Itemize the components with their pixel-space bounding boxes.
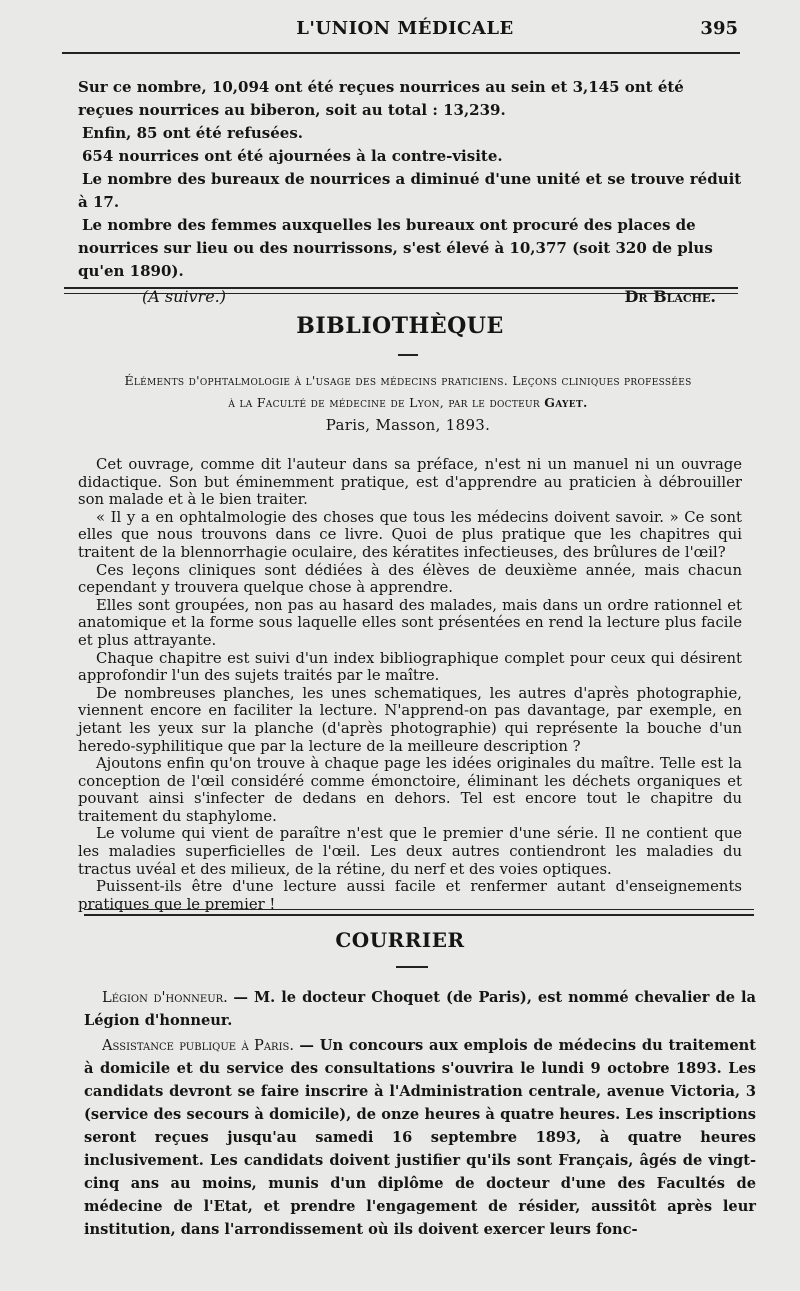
section-rule [64,293,738,294]
stats-line: 654 nourrices ont été ajournées à la contre-visite. [82,147,503,165]
reference-author: Gayet. [544,395,588,410]
review-paragraph: Cet ouvrage, comme dit l'auteur dans sa préface, n'est ni un manuel ni un ouvrage didactique. Son but éminemment pratique, est d'apprendre au praticien à débrouiller son malade et à le bien traiter. [78,456,742,509]
signature-line [78,287,742,313]
news-text: — Un concours aux emplois de médecins du traitement à domicile et du service des consultations s'ouvrira le lundi 9 octobre 1893. Les candidats devront se faire inscrire à l'Administration centrale, avenue Victoria, 3 (service des secours à domicile), de onze heures à quatre heures. Les inscriptions seront reçues jusqu'au samedi 16 septembre 1893, à quatre heures inclusivement. Les candidats doivent justifier qu'ils sont Français, âgés de vingt-cinq ans au moins, munis d'un diplôme de docteur d'une des Facultés de médecine de l'Etat, et prendre l'engagement de résider, aussitôt après leur institution, dans l'arrondissement où ils doivent exercer leurs fonc- [84,1037,756,1238]
a-suivre-note: (A suivre.) [142,287,226,306]
review-paragraph: Ces leçons cliniques sont dédiées à des élèves de deuxième année, mais chacun cependant y trouvera quelque chose à apprendre. [78,561,742,597]
review-paragraph: « Il y a en ophtalmologie des choses que tous les médecins doivent savoir. » Ce sont elles que nous trouvons dans ce livre. Quoi de plus pratique que les chapitres qui traitent de la blennorrhagie oculaire, des kératites infectieuses, des brûlures de l'œil? [78,508,742,561]
news-text: — M. le docteur Choquet (de Paris), est nommé chevalier de la Légion d'honneur. [84,989,756,1029]
review-paragraph: Ajoutons enfin qu'on trouve à chaque page les idées originales du maître. Telle est la conception de l'œil considéré comme émonctoire, éliminant les déchets organiques et pouvant ainsi s'infecter de dedans en dehors. Tel est encore tout le chapitre du traitement du staphylome. [78,755,742,825]
review-paragraph: Chaque chapitre est suivi d'un index bibliographique complet pour ceux qui désirent approfondir l'un des sujets traités par le maître. [78,649,742,685]
news-label: Assistance publique à Paris. [102,1037,295,1054]
section-rule [84,914,754,916]
news-item [84,986,756,1032]
review-paragraph: Puissent-ils être d'une lecture aussi facile et renfermer autant d'enseignements pratiques que le premier ! [78,878,742,913]
review-paragraph: Le volume qui vient de paraître n'est que le premier d'une série. Il ne contient que les maladies superficielles de l'œil. Les deux autres contiendront les maladies du tractus uvéal et des milieux, de la rétine, du nerf et des voies optiques. [78,825,742,878]
header-rule [62,52,740,54]
reference-prefix: à la Faculté de médecine de Lyon, par le docteur [228,395,540,410]
section-rule [84,909,754,910]
journal-title: L'UNION MÉDICALE [296,18,514,39]
courrier-section [84,986,756,1241]
news-item [84,1034,756,1241]
review-paragraph: Elles sont groupées, non pas au hasard des malades, mais dans un ordre rationnel et anatomique et la forme sous laquelle elles sont présentées en rend la lecture plus facile et plus attrayante. [78,596,742,649]
page-number: 395 [700,18,738,39]
book-reference [70,370,746,436]
running-head [60,14,750,46]
stats-line: Le nombre des femmes auxquelles les bureaux ont procuré des places de nourrices sur lieu ou des nourrissons, s'est élevé à 10,377 (soit 320 de plus qu'en 1890). [78,216,713,280]
author-signature: Dr Blache. [624,287,716,306]
book-review [78,456,742,913]
stats-section [78,76,742,313]
reference-line: Éléments d'ophtalmologie à l'usage des médecins praticiens. Leçons cliniques professées [124,373,692,388]
title-dash [396,966,428,968]
bibliotheque-title: BIBLIOTHÈQUE [296,313,504,339]
review-paragraph: De nombreuses planches, les unes schematiques, les autres d'après photographie, viennent encore en faciliter la lecture. N'apprend-on pas davantage, par exemple, en jetant les yeux sur la planche (d'après photographie) qui représente la bouche d'un heredo-syphilitique que par la lecture de la meilleure description ? [78,684,742,755]
stats-line: Enfin, 85 ont été refusées. [82,124,303,142]
section-rule [64,287,738,289]
stats-line: Le nombre des bureaux de nourrices a diminué d'une unité et se trouve réduit à 17. [78,170,742,211]
stats-line: Sur ce nombre, 10,094 ont été reçues nourrices au sein et 3,145 ont été reçues nourrices au biberon, soit au total : 13,239. [78,78,684,119]
news-label: Légion d'honneur. [102,989,228,1006]
reference-line [70,392,746,414]
title-dash [398,354,418,356]
courrier-title: COURRIER [335,928,465,952]
reference-publisher: Paris, Masson, 1893. [325,416,491,434]
